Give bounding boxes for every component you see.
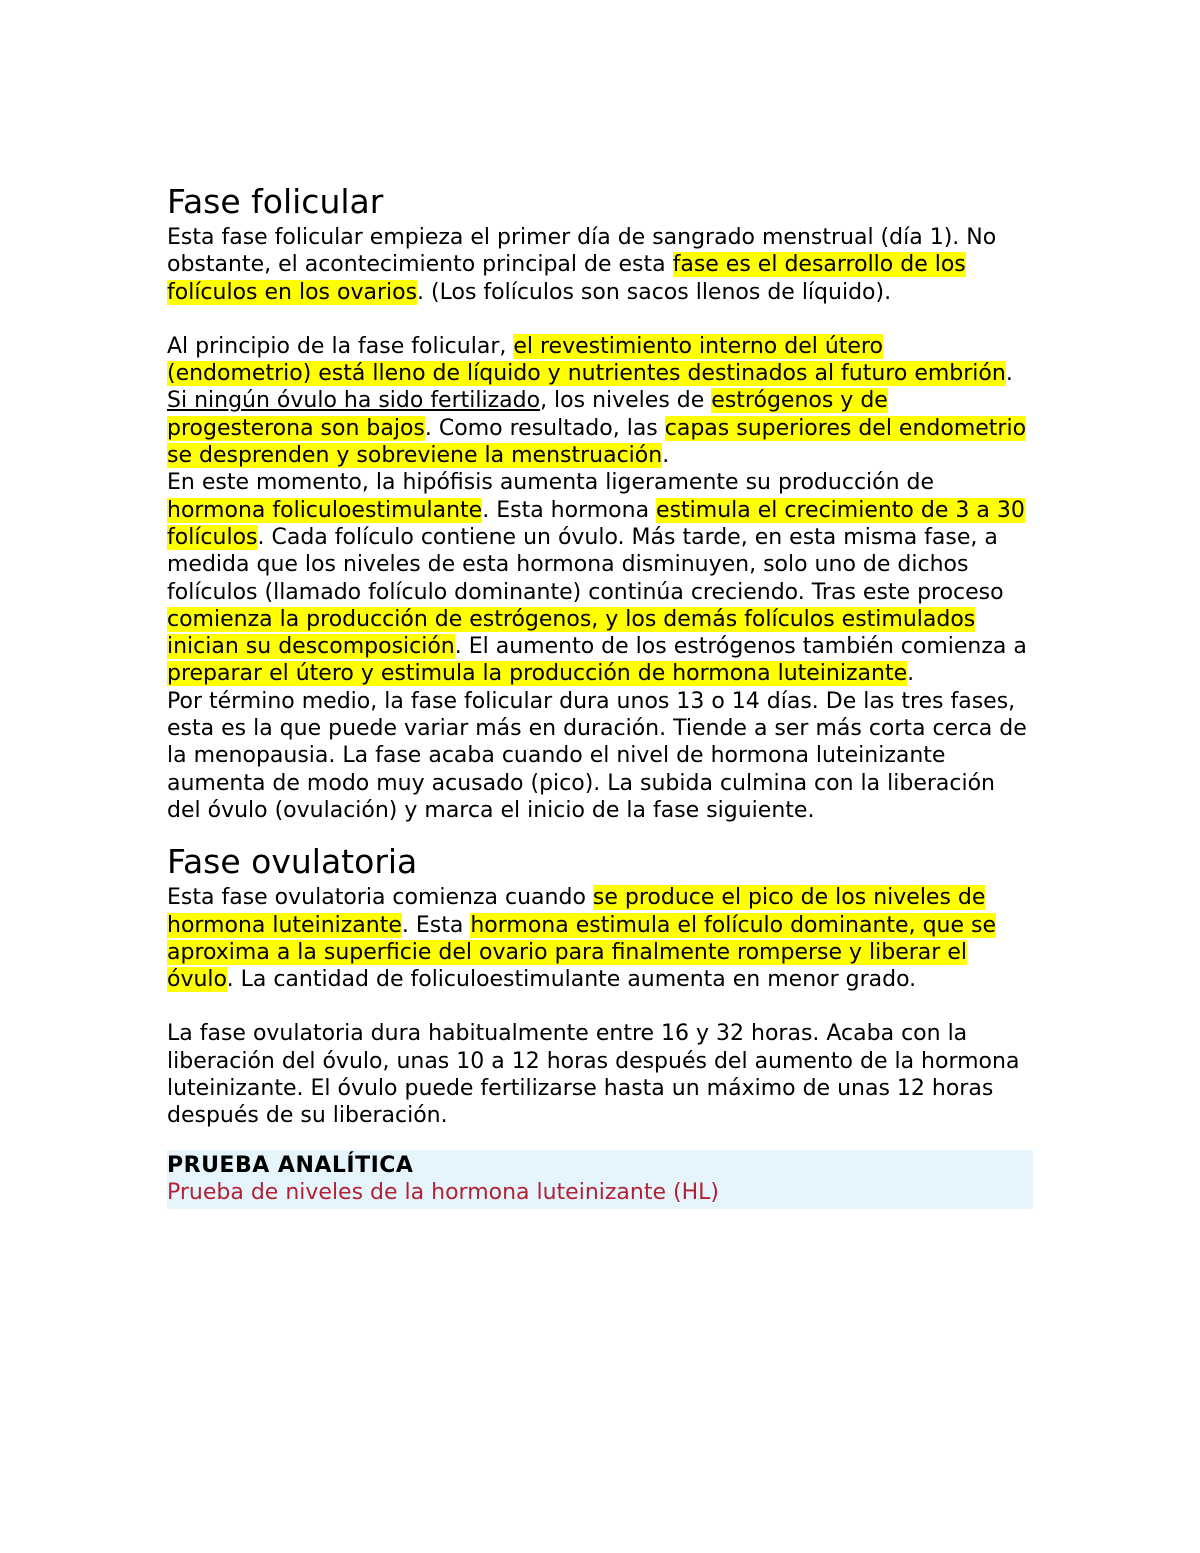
paragraph-ovulatoria-duracion: La fase ovulatoria dura habitualmente entre 16 y 32 horas. Acaba con la liberación del óvulo, unas 10 a 12 horas después del aumento de la hormona luteinizante. El óvulo puede fertilizarse hasta un máximo de unas 12 horas después de su liberación. bbox=[167, 1021, 1020, 1129]
paragraph-folicular-endometrio bbox=[167, 333, 1033, 469]
highlighted-text: estimula el crecimiento de 3 a 30 folículos bbox=[167, 497, 1025, 550]
text-run: Esta fase ovulatoria comienza cuando bbox=[167, 885, 593, 911]
paragraph-folicular-duracion: Por término medio, la fase folicular dura unos 13 o 14 días. De las tres fases, esta es la que puede variar más en duración. Tiende a ser más corta cerca de la menopausia. La fase acaba cuando el nivel de hormona luteinizante aumenta de modo muy acusado (pico). La subida culmina con la liberación del óvulo (ovulación) y marca el inicio de la fase siguiente. bbox=[167, 688, 1027, 823]
highlighted-text: el revestimiento interno del útero (endometrio) está lleno de líquido y nutrientes destinados al futuro embrión bbox=[167, 333, 1006, 387]
text-run: . bbox=[662, 443, 670, 469]
document-page bbox=[167, 180, 1033, 1209]
text-run: Al principio de la fase folicular, bbox=[167, 333, 514, 359]
text-run: . Cada folículo contiene un óvulo. Más tarde, en esta misma fase, a medida que los niveles de esta hormona disminuyen, solo uno de dichos folículos (llamado folículo dominante) continúa creciendo. Tras este proceso bbox=[167, 524, 1004, 605]
highlighted-text: hormona estimula el folículo dominante, que se aproxima a la superficie del ovario para finalmente romperse y liberar el óvulo bbox=[167, 912, 997, 993]
text-run: . (Los folículos son sacos llenos de líquido). bbox=[417, 279, 892, 305]
highlighted-text: se produce el pico de los niveles de hormona luteinizante bbox=[167, 885, 986, 938]
highlighted-text: comienza la producción de estrógenos, y los demás folículos estimulados inician su descomposición bbox=[167, 606, 976, 660]
text-run: , los niveles de bbox=[540, 388, 712, 414]
text-run: . Como resultado, las bbox=[424, 415, 665, 441]
lab-test-link[interactable]: Prueba de niveles de la hormona luteinizante (HL) bbox=[167, 1179, 719, 1205]
highlighted-text: preparar el útero y estimula la producción de hormona luteinizante bbox=[167, 661, 908, 687]
section-title-fase-ovulatoria: Fase ovulatoria bbox=[167, 842, 418, 882]
text-run: . El aumento de los estrógenos también comienza a bbox=[454, 634, 1027, 660]
text-run: Esta fase folicular empieza el primer día de sangrado menstrual (día 1). No obstante, el acontecimiento principal de esta bbox=[167, 225, 997, 278]
highlighted-text: estrógenos y de progesterona son bajos bbox=[167, 388, 888, 441]
lab-test-box bbox=[167, 1150, 1033, 1209]
text-run: . Esta bbox=[401, 912, 471, 938]
highlighted-text: capas superiores del endometrio se desprenden y sobreviene la menstruación bbox=[167, 415, 1027, 469]
text-run: . Esta hormona bbox=[482, 497, 657, 523]
text-run: En este momento, la hipófisis aumenta ligeramente su producción de bbox=[167, 470, 935, 496]
lab-test-heading: PRUEBA ANALÍTICA bbox=[167, 1152, 414, 1178]
section-title-fase-folicular: Fase folicular bbox=[167, 182, 384, 221]
highlighted-text: hormona foliculoestimulante bbox=[167, 497, 483, 523]
text-run: . bbox=[1005, 361, 1013, 387]
paragraph-folicular-hipofisis bbox=[167, 469, 1033, 687]
text-run: . La cantidad de foliculoestimulante aumenta en menor grado. bbox=[226, 967, 917, 993]
paragraph-folicular-intro bbox=[167, 224, 1033, 306]
underlined-text: Si ningún óvulo ha sido fertilizado bbox=[167, 388, 541, 414]
highlighted-text: fase es el desarrollo de los folículos en los ovarios bbox=[167, 252, 966, 305]
paragraph-ovulatoria-intro bbox=[167, 884, 1033, 993]
text-run: . bbox=[907, 661, 915, 687]
